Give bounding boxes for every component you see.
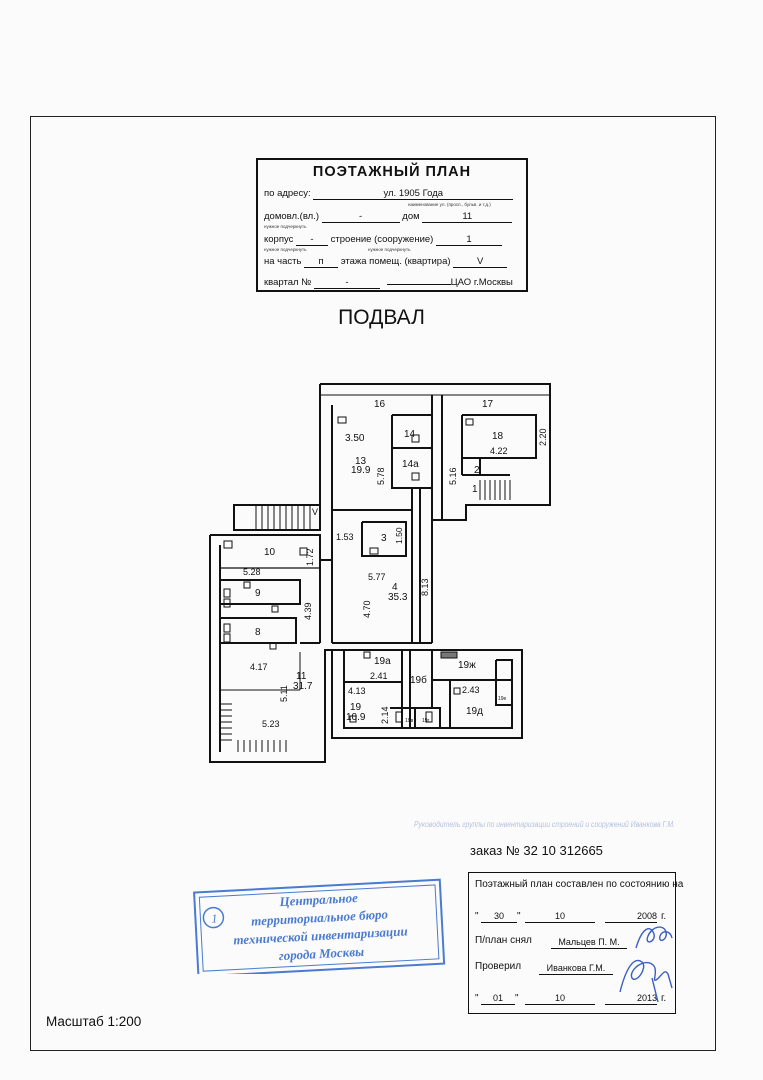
- fixtures: [224, 417, 473, 722]
- info-heading: Поэтажный план составлен по состоянию на: [475, 879, 684, 890]
- room-8: 8: [255, 627, 261, 638]
- date2-year-suffix: г.: [661, 993, 667, 1004]
- area-19: 10.9: [346, 712, 366, 723]
- order-number: заказ № 32 10 312665: [470, 843, 603, 858]
- room-17: 17: [482, 399, 494, 410]
- dim-5-11: 5.11: [279, 685, 289, 702]
- faint-signatory-note: Руководитель группы по инвентаризации строений и сооружений Иванкова Г.М.: [414, 820, 676, 829]
- address-value: ул. 1905 Года: [313, 188, 513, 200]
- dim-5-16: 5.16: [448, 467, 458, 485]
- bti-stamp: [192, 878, 448, 974]
- date2-day: 01: [481, 993, 515, 1005]
- dim-2-14: 2.14: [380, 706, 390, 724]
- address-hint: наименование ул. (просп., бульв. и т.д.): [408, 202, 491, 207]
- dim-4-39: 4.39: [303, 602, 313, 620]
- room-18: 18: [492, 431, 504, 442]
- quote-1: ": [475, 911, 479, 922]
- dim-1-53: 1.53: [336, 532, 354, 542]
- dim-5-77: 5.77: [368, 572, 386, 582]
- date2-month: 10: [525, 993, 595, 1005]
- room-19v: 19в: [405, 718, 414, 724]
- area-11: 31.7: [293, 681, 313, 692]
- date2-year: 2013: [605, 993, 657, 1005]
- stamp-line-1: Центральное: [279, 889, 359, 910]
- quote-4: ": [515, 993, 519, 1004]
- dim-4-17: 4.17: [250, 662, 268, 672]
- part-label: на часть: [264, 256, 302, 267]
- stroenie-value: 1: [436, 234, 502, 246]
- dim-2-43: 2.43: [462, 685, 480, 695]
- kvartal-value: -: [314, 277, 380, 289]
- room-11: 11: [296, 671, 307, 682]
- date1-year: 2008: [605, 911, 657, 923]
- room-19a: 19а: [374, 656, 391, 667]
- stamp-emblem-glyph: 1: [211, 911, 218, 926]
- address-label: по адресу:: [264, 188, 311, 199]
- dim-4-70: 4.70: [362, 600, 372, 618]
- dim-5-28: 5.28: [243, 567, 261, 577]
- domovl-label: домовл.(вл.): [264, 211, 319, 222]
- dim-2-20: 2.20: [538, 428, 548, 446]
- room-19: 19: [350, 702, 362, 713]
- room-1: 1: [472, 484, 478, 495]
- date1-day: 30: [481, 911, 517, 923]
- dim-4-22: 4.22: [490, 446, 508, 456]
- korpus-value: -: [296, 234, 328, 246]
- room-19d: 19д: [466, 706, 483, 717]
- date1-month: 10: [525, 911, 595, 923]
- dim-1-50: 1.50: [394, 527, 404, 544]
- stamp-line-3: технической инвентаризации: [232, 923, 408, 948]
- room-9: 9: [255, 588, 261, 599]
- stamp-line-2: территориальное бюро: [250, 906, 389, 929]
- room-2: 2: [474, 465, 480, 476]
- quote-3: ": [475, 993, 479, 1004]
- kvartal-label: квартал №: [264, 277, 312, 288]
- stamp-line-4: города Москвы: [278, 943, 365, 964]
- plan-by-name: Мальцев П. М.: [551, 937, 627, 949]
- room-10: 10: [264, 547, 276, 558]
- dom-value: 11: [422, 211, 512, 223]
- dom-label: дом: [402, 211, 420, 222]
- checked-name: Иванкова Г.М.: [539, 963, 613, 975]
- part-value: п: [304, 256, 338, 268]
- stroenie-hint: нужное подчеркнуть: [368, 247, 411, 252]
- district: ЦАО г.Москвы: [450, 277, 513, 288]
- room-14: 14: [404, 429, 416, 440]
- date1-year-suffix: г.: [661, 911, 667, 922]
- dim-4-13: 4.13: [348, 686, 366, 696]
- dim-2-41: 2.41: [370, 671, 388, 681]
- room-16: 16: [374, 399, 386, 410]
- dim-3-50: 3.50: [345, 433, 365, 444]
- checked-label: Проверил: [475, 961, 522, 972]
- area-13: 19.9: [351, 465, 371, 476]
- scale-label: Масштаб 1:200: [46, 1014, 142, 1029]
- quote-2: ": [517, 911, 521, 922]
- room-19g: 19г: [422, 718, 430, 724]
- room-3: 3: [381, 533, 387, 544]
- korpus-label: корпус: [264, 234, 294, 245]
- room-19zh: 19ж: [458, 660, 476, 671]
- room-19e: 19е: [498, 696, 507, 702]
- plan-title: ПОЭТАЖНЫЙ ПЛАН: [312, 164, 472, 180]
- plan-by-label: П/план снял: [475, 935, 532, 946]
- room-19b: 19б: [410, 675, 427, 686]
- domovl-value: -: [322, 211, 400, 223]
- korpus-hint: нужное подчеркнуть: [264, 247, 307, 252]
- room-13: 13: [355, 456, 367, 467]
- v-marker: V: [312, 507, 319, 517]
- dim-5-78: 5.78: [376, 467, 386, 485]
- floor-label: этажа помещ. (квартира): [340, 256, 451, 267]
- domovl-hint: нужное подчеркнуть: [264, 224, 307, 229]
- area-4: 35.3: [388, 592, 408, 603]
- room-4: 4: [392, 582, 398, 593]
- dim-8-13: 8.13: [420, 578, 430, 596]
- floor-name: ПОДВАЛ: [338, 306, 425, 329]
- floor-value: V: [453, 256, 507, 268]
- dim-5-23: 5.23: [262, 719, 280, 729]
- dim-1-72: 1.72: [305, 548, 315, 566]
- signature-ivankova: [612, 948, 676, 1008]
- room-14a: 14а: [402, 459, 419, 470]
- stroenie-label: строение (сооружение): [330, 234, 434, 245]
